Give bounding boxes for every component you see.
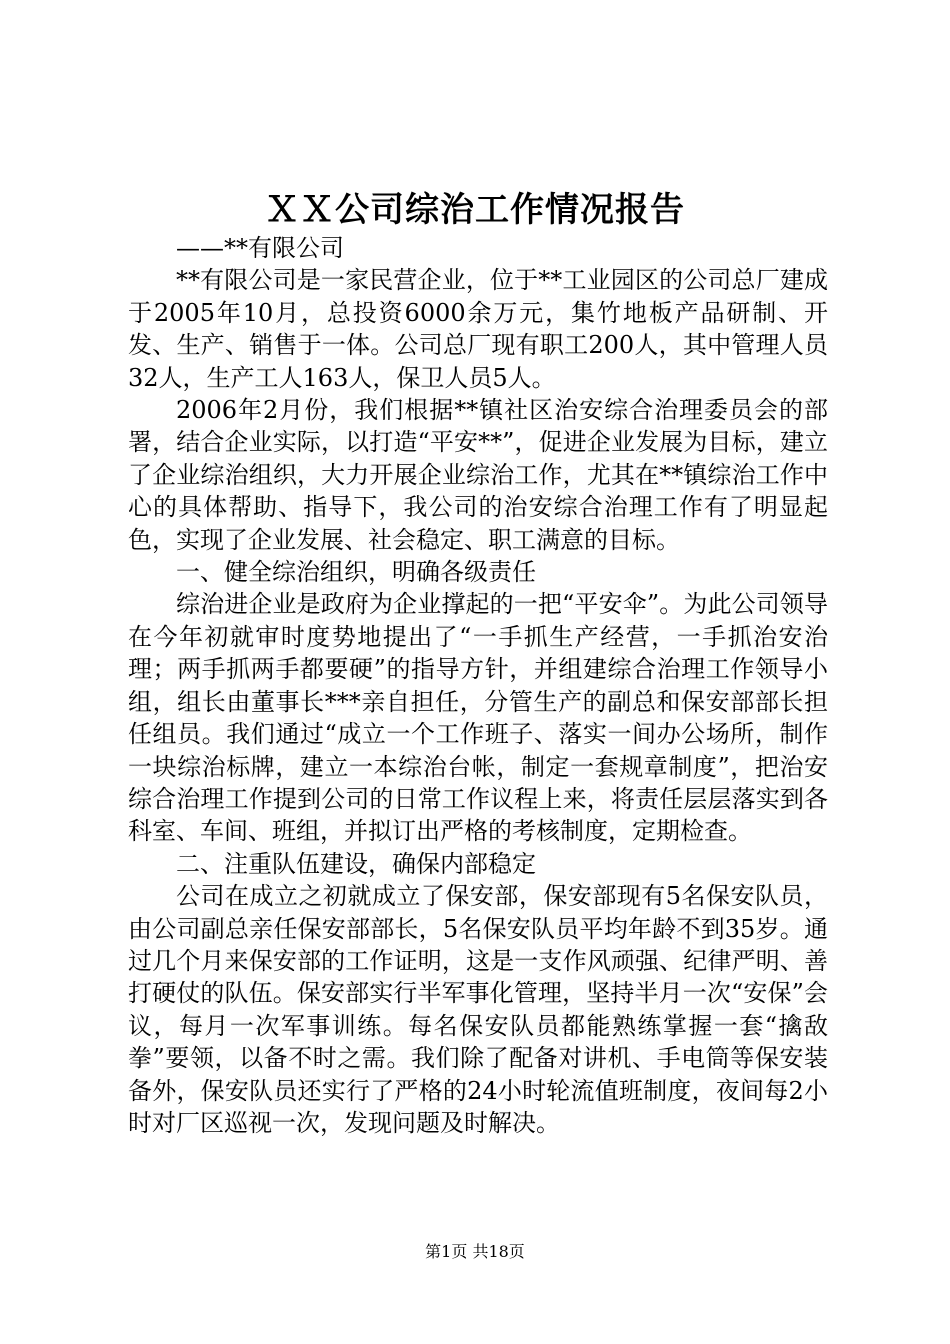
byline: ——**有限公司 — [176, 234, 344, 262]
page-number-footer: 第1页 共18页 — [425, 1242, 525, 1261]
document-title: ＸＸ公司综治工作情况报告 — [265, 190, 685, 230]
intro-paragraph-1: **有限公司是一家民营企业，位于**工业园区的公司总厂建成于2005年10月，总投资6000余万元，集竹地板产品研制、开发、生产、销售于一体。公司总厂现有职工200人，其中管理人员32人，生产工人163人，保卫人员5人。 — [128, 266, 828, 392]
document-body — [128, 232, 828, 1139]
section-1-paragraph: 综治进企业是政府为企业撑起的一把“平安伞”。为此公司领导在今年初就审时度势地提出了“一手抓生产经营，一手抓治安治理；两手抓两手都要硬”的指导方针，并组建综合治理工作领导小组，组长由董事长***亲自担任，分管生产的副总和保安部部长担任组员。我们通过“成立一个工作班子、落实一间办公场所，制作一块综治标牌，建立一本综治台帐，制定一套规章制度”，把治安综合治理工作提到公司的日常工作议程上来，将责任层层落实到各科室、车间、班组，并拟订出严格的考核制度，定期检查。 — [128, 590, 828, 846]
section-2-paragraph: 公司在成立之初就成立了保安部，保安部现有5名保安队员，由公司副总亲任保安部部长，5名保安队员平均年龄不到35岁。通过几个月来保安部的工作证明，这是一支作风顽强、纪律严明、善打硬仗的队伍。保安部实行半军事化管理，坚持半月一次“安保”会议，每月一次军事训练。每名保安队员都能熟练掌握一套“擒敌拳”要领，以备不时之需。我们除了配备对讲机、手电筒等保安装备外，保安队员还实行了严格的24小时轮流值班制度，夜间每2小时对厂区巡视一次，发现问题及时解决。 — [128, 882, 828, 1137]
section-1-heading: 一、健全综治组织，明确各级责任 — [176, 558, 536, 587]
section-2-heading: 二、注重队伍建设，确保内部稳定 — [176, 849, 536, 878]
intro-paragraph-2: 2006年2月份，我们根据**镇社区治安综合治理委员会的部署，结合企业实际，以打造“平安**”，促进企业发展为目标，建立了企业综治组织，大力开展企业综治工作，尤其在**镇综治工作中心的具体帮助、指导下，我公司的治安综合治理工作有了明显起色，实现了企业发展、社会稳定、职工满意的目标。 — [128, 396, 828, 554]
